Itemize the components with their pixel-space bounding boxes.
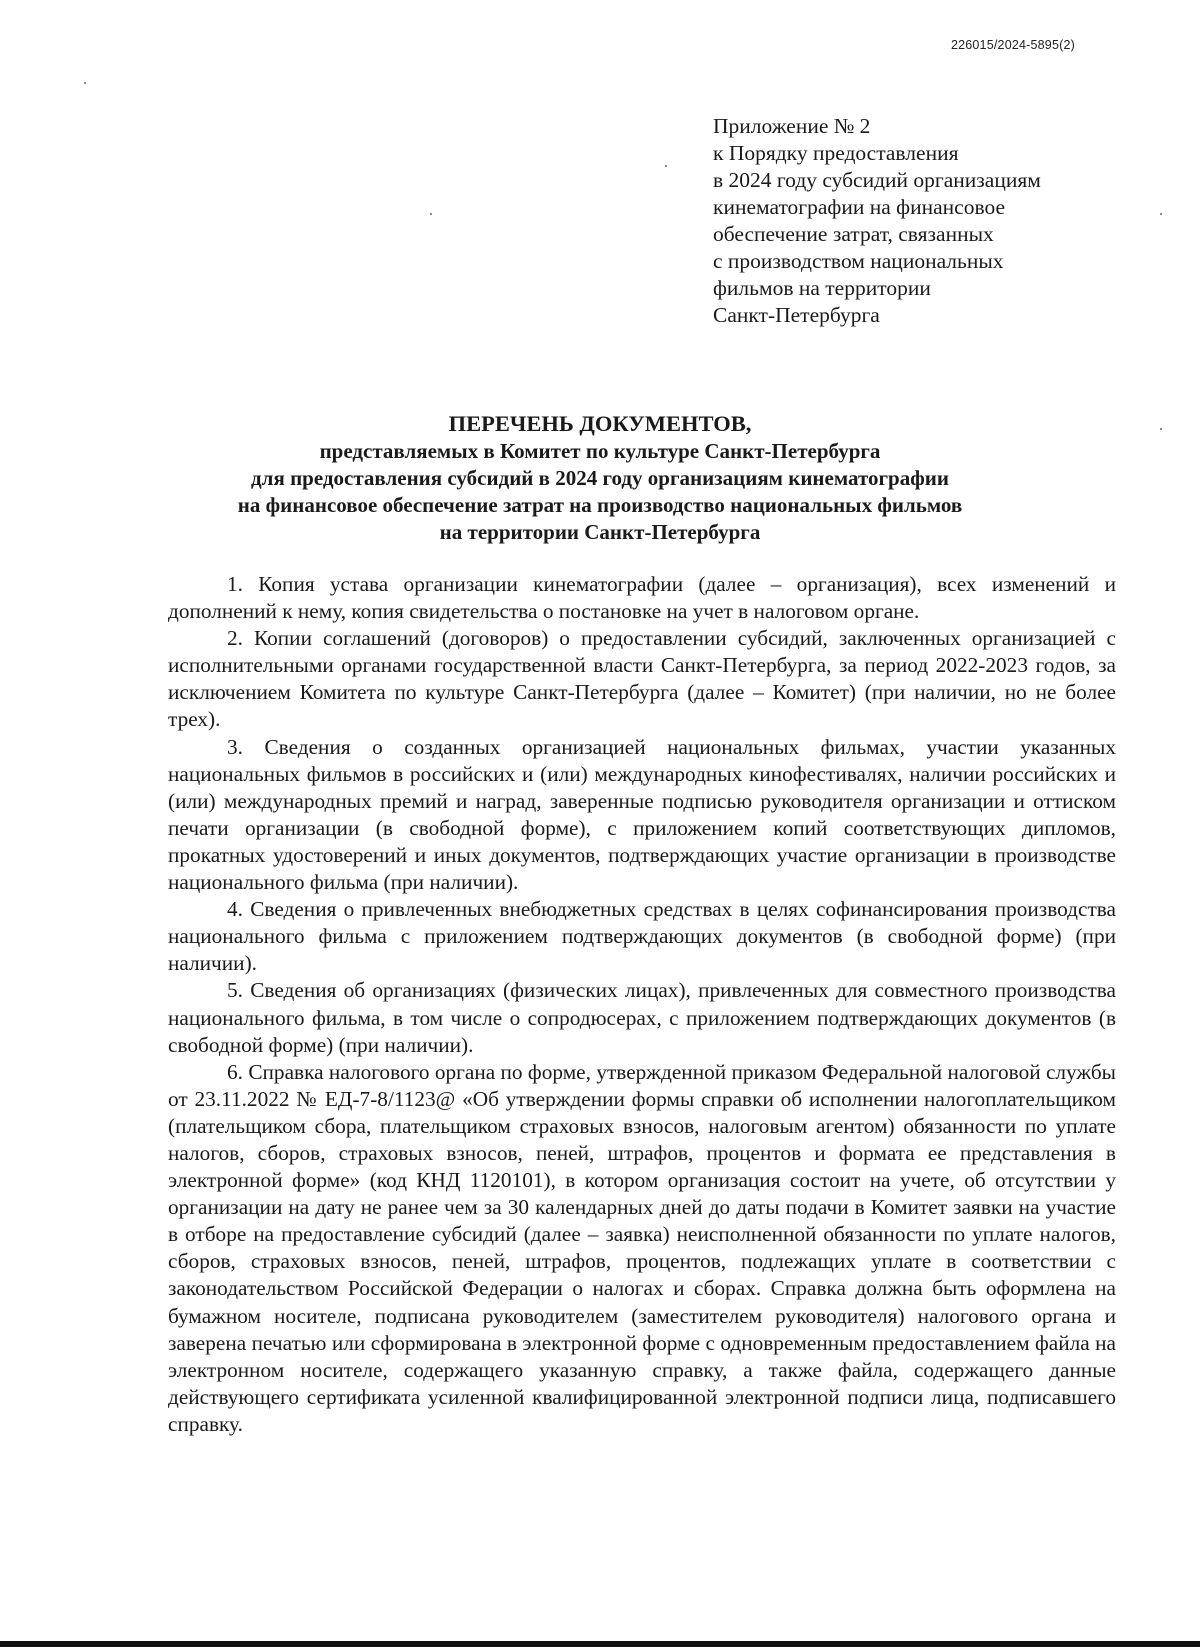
document-number: 226015/2024-5895(2) [950, 38, 1075, 52]
list-item-2: 2. Копии соглашений (договоров) о предоставлении субсидий, заключенных организацией с исполнительными органами государственной власти Санкт-Петербурга, за период 2022-2023 годов, за исключением Комитета по культуре Санкт-Петербурга (далее – Комитет) (при наличии, но не более трех). [168, 626, 1116, 732]
appendix-line: в 2024 году субсидий организациям [713, 168, 1041, 192]
list-item-6: 6. Справка налогового органа по форме, утвержденной приказом Федеральной налоговой службы от 23.11.2022 № ЕД-7-8/1123@ «Об утверждении формы справки об исполнении налогоплательщиком (плательщиком сбора, плательщиком страховых взносов, налоговым агентом) обязанности по уплате налогов, сборов, страховых взносов, пеней, штрафов, процентов и формата ее представления в электронной форме» (код КНД 1120101), в котором организация состоит на учете, об отсутствии у организации на дату не ранее чем за 30 календарных дней до даты подачи в Комитет заявки на участие в отборе на предоставление субсидий (далее – заявка) неисполненной обязанности по уплате налогов, сборов, страховых взносов, пеней, штрафов, процентов, подлежащих уплате в соответствии с законодательством Российской Федерации о налогах и сборах. Справка должна быть оформлена на бумажном носителе, подписана руководителем (заместителем руководителя) налогового органа и заверена печатью или сформирована в электронной форме с одновременным предоставлением файла на электронном носителе, содержащего указанную справку, а также файла, содержащего данные действующего сертификата усиленной квалифицированной электронной подписи лица, подписавшего справку. [168, 1059, 1116, 1436]
appendix-line: к Порядку предоставления [713, 141, 959, 165]
list-item-1: 1. Копия устава организации кинематографии (далее – организация), всех изменений и дополнений к нему, копия свидетельства о постановке на учет в налоговом органе. [168, 572, 1116, 624]
scan-speck [430, 213, 432, 215]
scan-speck [84, 82, 86, 84]
title-main: ПЕРЕЧЕНЬ ДОКУМЕНТОВ, [448, 411, 752, 436]
appendix-line: Санкт-Петербурга [713, 303, 880, 327]
appendix-block [713, 113, 1133, 329]
title-line: на территории Санкт-Петербурга [439, 520, 761, 544]
scan-edge-line [0, 1641, 1200, 1647]
appendix-line: фильмов на территории [713, 276, 931, 300]
title-line: для предоставления субсидий в 2024 году организациям кинематографии [251, 466, 949, 490]
title-line: представляемых в Комитет по культуре Санкт-Петербурга [319, 439, 881, 463]
list-item-3: 3. Сведения о созданных организацией национальных фильмах, участии указанных национальных фильмов в российских и (или) международных кинофестивалях, наличии российских и (или) международных премий и наград, заверенные подписью руководителя организации и оттиском печати организации (в свободной форме), с приложением копий соответствующих дипломов, прокатных удостоверений и иных документов, подтверждающих участие организации в производстве национального фильма (при наличии). [168, 734, 1116, 895]
appendix-line: Приложение № 2 [713, 114, 871, 138]
list-item-5: 5. Сведения об организациях (физических лицах), привлеченных для совместного производства национального фильма, в том числе о сопродюсерах, с приложением подтверждающих документов (в свободной форме) (при наличии). [168, 978, 1116, 1057]
scan-speck [665, 165, 667, 167]
document-body [168, 571, 1116, 1438]
appendix-line: кинематографии на финансовое [713, 195, 1006, 219]
document-title [150, 410, 1050, 546]
appendix-line: с производством национальных [713, 249, 1004, 273]
title-line: на финансовое обеспечение затрат на производство национальных фильмов [237, 493, 963, 517]
list-item-4: 4. Сведения о привлеченных внебюджетных средствах в целях софинансирования производства национального фильма с приложением подтверждающих документов (в свободной форме) (при наличии). [168, 897, 1116, 976]
appendix-line: обеспечение затрат, связанных [713, 222, 994, 246]
scan-speck [1160, 428, 1162, 430]
scan-speck [1160, 213, 1162, 215]
